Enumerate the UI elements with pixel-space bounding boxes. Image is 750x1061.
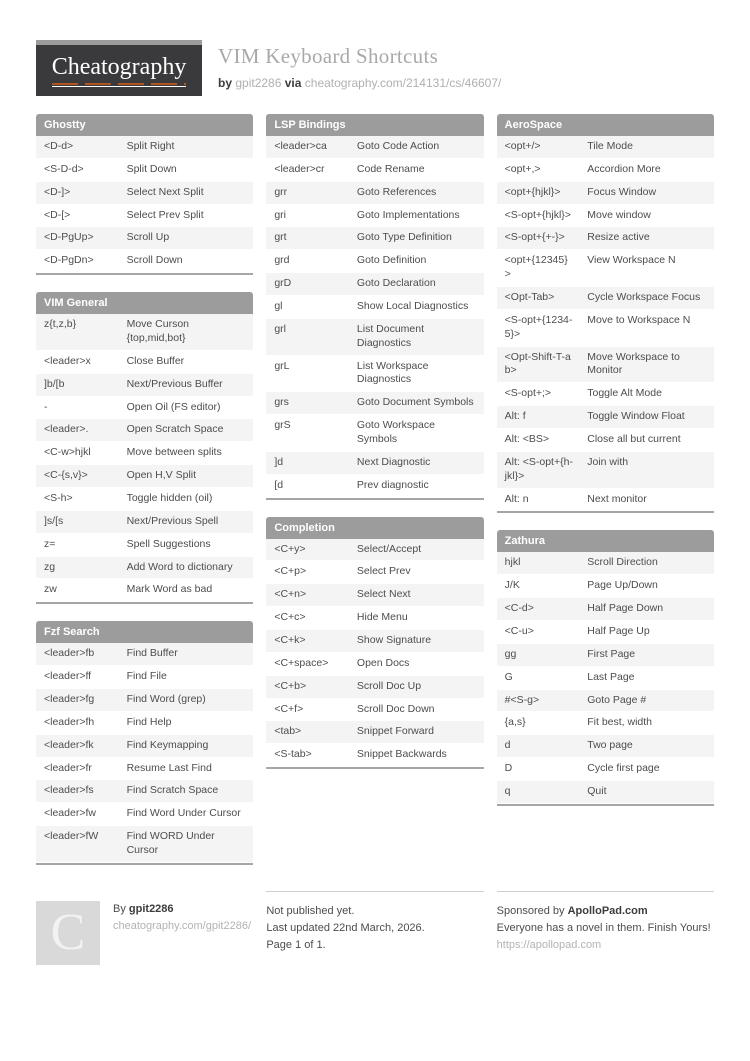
shortcut-description: Move Curson {top,mid,bot} <box>119 314 254 350</box>
shortcut-row <box>36 643 253 665</box>
shortcut-row <box>36 488 253 511</box>
page-count: Page 1 of 1. <box>266 939 326 952</box>
shortcut-row <box>266 355 483 392</box>
shortcut-key: <opt+{12345}> <box>497 250 580 287</box>
shortcut-row <box>497 250 714 287</box>
shortcut-row <box>36 803 253 826</box>
section-lsp-bindings <box>266 114 483 500</box>
byline-by: by <box>218 76 233 90</box>
shortcut-key: <leader>ca <box>266 136 349 158</box>
shortcut-description: Goto Code Action <box>349 136 484 158</box>
shortcut-row <box>36 442 253 465</box>
shortcut-key: <S-opt+{hjkl}> <box>497 204 580 227</box>
shortcut-description: Hide Menu <box>349 607 484 630</box>
shortcut-table <box>266 539 483 768</box>
shortcut-row <box>497 598 714 621</box>
shortcut-key: <Opt-Shift-T-ab> <box>497 346 580 383</box>
shortcut-key: <C-u> <box>497 621 580 644</box>
shortcut-row <box>266 296 483 319</box>
shortcut-description: Goto References <box>349 181 484 204</box>
shortcut-row <box>36 396 253 419</box>
shortcut-key: <C+b> <box>266 675 349 698</box>
section-header: Completion <box>266 517 483 539</box>
shortcut-key: <D-PgUp> <box>36 227 119 250</box>
shortcut-key: <C+p> <box>266 561 349 584</box>
shortcut-description: Add Word to dictionary <box>119 556 254 579</box>
byline <box>218 76 501 90</box>
shortcut-description: Fit best, width <box>579 712 714 735</box>
shortcut-row <box>497 287 714 310</box>
shortcut-description: Open H,V Split <box>119 465 254 488</box>
sponsor-tagline: Everyone has a novel in them. Finish Yours! <box>496 921 711 934</box>
shortcut-row <box>36 314 253 350</box>
shortcut-description: Find Keymapping <box>119 734 254 757</box>
shortcut-key: <opt+/> <box>497 136 580 158</box>
cheatography-logo[interactable] <box>36 40 202 96</box>
shortcut-table <box>497 552 714 803</box>
shortcut-row <box>36 227 253 250</box>
shortcut-row <box>36 158 253 181</box>
shortcut-description: Goto Workspace Symbols <box>349 415 484 452</box>
shortcut-description: Select/Accept <box>349 539 484 561</box>
section-ghostty <box>36 114 253 275</box>
shortcut-key: grS <box>266 415 349 452</box>
shortcut-description: Split Down <box>119 158 254 181</box>
shortcut-key: D <box>497 758 580 781</box>
shortcut-description: Goto Type Definition <box>349 227 484 250</box>
column-1 <box>36 114 253 882</box>
shortcut-key: <D-d> <box>36 136 119 158</box>
shortcut-row <box>497 712 714 735</box>
shortcut-key: <S-opt+{1234-5}> <box>497 309 580 346</box>
shortcut-key: <C-d> <box>497 598 580 621</box>
shortcut-key: <leader>fW <box>36 826 119 863</box>
shortcut-description: Open Scratch Space <box>119 419 254 442</box>
shortcut-row <box>497 181 714 204</box>
shortcut-row <box>497 552 714 574</box>
shortcut-description: Scroll Direction <box>579 552 714 574</box>
section-header: Ghostty <box>36 114 253 136</box>
section-header: VIM General <box>36 292 253 314</box>
shortcut-row <box>36 826 253 863</box>
shortcut-key: #<S-g> <box>497 689 580 712</box>
shortcut-key: grd <box>266 250 349 273</box>
shortcut-description: Goto Implementations <box>349 204 484 227</box>
shortcut-row <box>497 227 714 250</box>
shortcut-row <box>266 584 483 607</box>
shortcut-key: gri <box>266 204 349 227</box>
section-header: Zathura <box>497 530 714 552</box>
shortcut-key: <C+f> <box>266 698 349 721</box>
shortcut-row <box>497 666 714 689</box>
shortcut-description: Next monitor <box>579 488 714 511</box>
footer-sponsor <box>497 891 714 965</box>
shortcut-row <box>266 158 483 181</box>
shortcut-description: Show Signature <box>349 630 484 653</box>
shortcut-description: Find Word (grep) <box>119 689 254 712</box>
shortcut-key: <leader>fw <box>36 803 119 826</box>
shortcut-description: Find Buffer <box>119 643 254 665</box>
shortcut-description: Last Page <box>579 666 714 689</box>
shortcut-row <box>36 689 253 712</box>
shortcut-key: <C+k> <box>266 630 349 653</box>
shortcut-description: Goto Document Symbols <box>349 392 484 415</box>
shortcut-description: Cycle Workspace Focus <box>579 287 714 310</box>
shortcut-description: Snippet Forward <box>349 721 484 744</box>
shortcut-description: Select Next <box>349 584 484 607</box>
shortcut-key: zg <box>36 556 119 579</box>
shortcut-row <box>36 136 253 158</box>
shortcut-table <box>36 136 253 273</box>
shortcut-description: Close all but current <box>579 429 714 452</box>
shortcut-description: List Workspace Diagnostics <box>349 355 484 392</box>
shortcut-table <box>36 314 253 602</box>
shortcut-row <box>36 373 253 396</box>
shortcut-row <box>36 556 253 579</box>
shortcut-description: Find File <box>119 666 254 689</box>
shortcut-description: Next Diagnostic <box>349 451 484 474</box>
shortcut-description: Next/Previous Spell <box>119 510 254 533</box>
author-link[interactable]: gpit2286 <box>235 76 282 90</box>
shortcut-description: Split Right <box>119 136 254 158</box>
shortcut-row <box>36 780 253 803</box>
shortcut-row <box>497 689 714 712</box>
shortcut-row <box>497 204 714 227</box>
shortcut-key: <leader>fk <box>36 734 119 757</box>
footer-author-line <box>113 901 251 918</box>
shortcut-description: Toggle Window Float <box>579 406 714 429</box>
shortcut-description: Scroll Doc Up <box>349 675 484 698</box>
shortcut-description: Goto Declaration <box>349 273 484 296</box>
shortcut-row <box>266 652 483 675</box>
shortcut-description: View Workspace N <box>579 250 714 287</box>
shortcut-key: grD <box>266 273 349 296</box>
shortcut-key: <opt+,> <box>497 158 580 181</box>
shortcut-key: - <box>36 396 119 419</box>
shortcut-key: <D-[> <box>36 204 119 227</box>
last-updated: Last updated 22nd March, 2026. <box>266 921 425 934</box>
shortcut-key: grl <box>266 318 349 355</box>
section-header: LSP Bindings <box>266 114 483 136</box>
shortcut-description: Two page <box>579 735 714 758</box>
shortcut-row <box>266 204 483 227</box>
byline-via: via <box>284 76 302 90</box>
footer-author <box>36 891 253 965</box>
shortcut-description: Join with <box>579 451 714 488</box>
shortcut-description: Half Page Down <box>579 598 714 621</box>
shortcut-description: Open Docs <box>349 652 484 675</box>
shortcut-key: <D-PgDn> <box>36 250 119 273</box>
shortcut-key: <leader>x <box>36 350 119 373</box>
sponsored-by: Sponsored by <box>496 904 565 917</box>
shortcut-row <box>36 181 253 204</box>
shortcut-row <box>497 158 714 181</box>
shortcut-key: <C+n> <box>266 584 349 607</box>
shortcut-description: Cycle first page <box>579 758 714 781</box>
shortcut-description: Close Buffer <box>119 350 254 373</box>
shortcut-key: {a,s} <box>497 712 580 735</box>
shortcut-row <box>36 250 253 273</box>
shortcut-description: Toggle hidden (oil) <box>119 488 254 511</box>
shortcut-row <box>266 273 483 296</box>
shortcut-description: Select Prev <box>349 561 484 584</box>
shortcut-key: <S-opt+;> <box>497 383 580 406</box>
shortcut-key: <leader>ff <box>36 666 119 689</box>
shortcut-key: grt <box>266 227 349 250</box>
footer-status <box>266 891 483 965</box>
shortcut-row <box>266 250 483 273</box>
shortcut-row <box>36 465 253 488</box>
shortcut-key: Alt: f <box>497 406 580 429</box>
shortcut-description: Find WORD Under Cursor <box>119 826 254 863</box>
shortcut-row <box>266 318 483 355</box>
shortcut-key: ]s/[s <box>36 510 119 533</box>
cheatography-c-icon: C <box>36 901 100 965</box>
shortcut-key: <S-opt+{+-}> <box>497 227 580 250</box>
shortcut-row <box>497 429 714 452</box>
page-title: VIM Keyboard Shortcuts <box>218 44 439 68</box>
shortcut-key: <D-]> <box>36 181 119 204</box>
shortcut-description: Find Scratch Space <box>119 780 254 803</box>
shortcut-key: J/K <box>497 575 580 598</box>
shortcut-key: <leader>fh <box>36 711 119 734</box>
shortcut-key: hjkl <box>497 552 580 574</box>
shortcut-key: <C+y> <box>266 539 349 561</box>
footer-profile-link[interactable]: cheatography.com/gpit2286/ <box>113 919 251 932</box>
sponsor-line <box>497 903 714 920</box>
shortcut-description: Tile Mode <box>579 136 714 158</box>
shortcut-row <box>497 346 714 383</box>
shortcut-description: Show Local Diagnostics <box>349 296 484 319</box>
shortcut-description: Resize active <box>579 227 714 250</box>
shortcut-description: Goto Page # <box>579 689 714 712</box>
shortcut-description: Find Help <box>119 711 254 734</box>
shortcut-key: <C+c> <box>266 607 349 630</box>
shortcut-description: List Document Diagnostics <box>349 318 484 355</box>
shortcut-row <box>266 136 483 158</box>
shortcut-key: z{t,z,b} <box>36 314 119 350</box>
shortcut-row <box>497 758 714 781</box>
shortcut-description: Snippet Backwards <box>349 744 484 767</box>
shortcut-key: <leader>cr <box>266 158 349 181</box>
shortcut-row <box>36 533 253 556</box>
shortcut-row <box>266 561 483 584</box>
shortcut-description: Resume Last Find <box>119 757 254 780</box>
shortcut-key: G <box>497 666 580 689</box>
shortcut-key: <C+space> <box>266 652 349 675</box>
shortcut-description: Open Oil (FS editor) <box>119 396 254 419</box>
shortcut-row <box>266 415 483 452</box>
shortcut-description: First Page <box>579 643 714 666</box>
shortcut-row <box>36 419 253 442</box>
shortcut-row <box>497 488 714 511</box>
section-completion <box>266 517 483 770</box>
section-aerospace <box>497 114 714 513</box>
shortcut-description: Scroll Down <box>119 250 254 273</box>
shortcut-row <box>266 539 483 561</box>
shortcut-key: ]b/[b <box>36 373 119 396</box>
shortcut-row <box>36 757 253 780</box>
shortcut-key: <leader>. <box>36 419 119 442</box>
shortcut-description: Accordion More <box>579 158 714 181</box>
cheatography-logo-text: Cheatography <box>52 54 187 87</box>
shortcut-row <box>497 406 714 429</box>
shortcut-description: Focus Window <box>579 181 714 204</box>
shortcut-key: grL <box>266 355 349 392</box>
shortcut-description: Goto Definition <box>349 250 484 273</box>
shortcut-description: Move between splits <box>119 442 254 465</box>
shortcut-description: Page Up/Down <box>579 575 714 598</box>
shortcut-row <box>497 451 714 488</box>
shortcut-row <box>497 383 714 406</box>
shortcut-row <box>266 227 483 250</box>
shortcut-key: q <box>497 781 580 804</box>
shortcut-row <box>36 734 253 757</box>
shortcut-key: <Opt-Tab> <box>497 287 580 310</box>
footer-author-text <box>113 901 251 965</box>
shortcut-description: Select Next Split <box>119 181 254 204</box>
shortcut-row <box>36 711 253 734</box>
shortcut-table <box>497 136 714 511</box>
shortcut-description: Move window <box>579 204 714 227</box>
shortcut-description: Toggle Alt Mode <box>579 383 714 406</box>
shortcut-key: zw <box>36 579 119 602</box>
sheet-link[interactable]: cheatography.com/214131/cs/46607/ <box>304 76 502 90</box>
shortcut-key: <leader>fr <box>36 757 119 780</box>
shortcut-description: Scroll Up <box>119 227 254 250</box>
shortcut-key: Alt: <BS> <box>497 429 580 452</box>
shortcut-row <box>266 474 483 497</box>
shortcut-key: <S-h> <box>36 488 119 511</box>
shortcut-row <box>497 735 714 758</box>
shortcut-row <box>266 392 483 415</box>
shortcut-row <box>36 204 253 227</box>
shortcut-row <box>36 579 253 602</box>
shortcut-description: Move Workspace to Monitor <box>579 346 714 383</box>
shortcut-row <box>266 744 483 767</box>
section-fzf-search <box>36 621 253 865</box>
page-footer <box>36 891 714 965</box>
sponsor-url-link[interactable]: https://apollopad.com <box>496 939 602 952</box>
shortcut-description: Move to Workspace N <box>579 309 714 346</box>
shortcut-row <box>497 309 714 346</box>
shortcut-description: Quit <box>579 781 714 804</box>
section-header: AeroSpace <box>497 114 714 136</box>
shortcut-key: <S-D-d> <box>36 158 119 181</box>
shortcut-key: <leader>fb <box>36 643 119 665</box>
shortcut-description: Scroll Doc Down <box>349 698 484 721</box>
shortcut-key: z= <box>36 533 119 556</box>
shortcut-row <box>497 136 714 158</box>
shortcut-key: ]d <box>266 451 349 474</box>
section-header: Fzf Search <box>36 621 253 643</box>
shortcut-key: [d <box>266 474 349 497</box>
shortcut-key: <leader>fs <box>36 780 119 803</box>
shortcut-table <box>36 643 253 863</box>
shortcut-key: <C-{s,v}> <box>36 465 119 488</box>
shortcut-key: gg <box>497 643 580 666</box>
shortcut-key: <C-w>hjkl <box>36 442 119 465</box>
footer-by: By <box>113 902 126 915</box>
section-vim-general <box>36 292 253 604</box>
shortcut-key: grs <box>266 392 349 415</box>
shortcut-row <box>266 721 483 744</box>
shortcut-description: Next/Previous Buffer <box>119 373 254 396</box>
shortcut-key: gl <box>266 296 349 319</box>
shortcut-description: Spell Suggestions <box>119 533 254 556</box>
shortcut-key: Alt: <S-opt+{h-jkl}> <box>497 451 580 488</box>
shortcut-key: d <box>497 735 580 758</box>
shortcut-row <box>497 643 714 666</box>
shortcut-table <box>266 136 483 498</box>
shortcut-row <box>266 451 483 474</box>
columns-container <box>36 114 714 882</box>
shortcut-row <box>36 666 253 689</box>
column-2 <box>266 114 483 786</box>
shortcut-description: Prev diagnostic <box>349 474 484 497</box>
shortcut-row <box>266 630 483 653</box>
shortcut-description: Half Page Up <box>579 621 714 644</box>
page-header <box>36 40 714 96</box>
section-zathura <box>497 530 714 805</box>
shortcut-row <box>36 350 253 373</box>
shortcut-row <box>266 607 483 630</box>
shortcut-key: Alt: n <box>497 488 580 511</box>
publish-status: Not published yet. <box>266 904 355 917</box>
shortcut-row <box>266 675 483 698</box>
shortcut-row <box>266 181 483 204</box>
shortcut-row <box>497 575 714 598</box>
shortcut-key: grr <box>266 181 349 204</box>
shortcut-row <box>266 698 483 721</box>
shortcut-description: Find Word Under Cursor <box>119 803 254 826</box>
column-3 <box>497 114 714 823</box>
shortcut-row <box>36 510 253 533</box>
header-text <box>218 40 501 90</box>
shortcut-row <box>497 621 714 644</box>
shortcut-key: <leader>fg <box>36 689 119 712</box>
sponsor-link[interactable]: ApolloPad.com <box>567 904 648 917</box>
shortcut-description: Code Rename <box>349 158 484 181</box>
shortcut-row <box>497 781 714 804</box>
shortcut-key: <tab> <box>266 721 349 744</box>
shortcut-key: <opt+{hjkl}> <box>497 181 580 204</box>
shortcut-key: <S-tab> <box>266 744 349 767</box>
footer-author-link[interactable]: gpit2286 <box>128 902 174 915</box>
shortcut-description: Mark Word as bad <box>119 579 254 602</box>
shortcut-description: Select Prev Split <box>119 204 254 227</box>
